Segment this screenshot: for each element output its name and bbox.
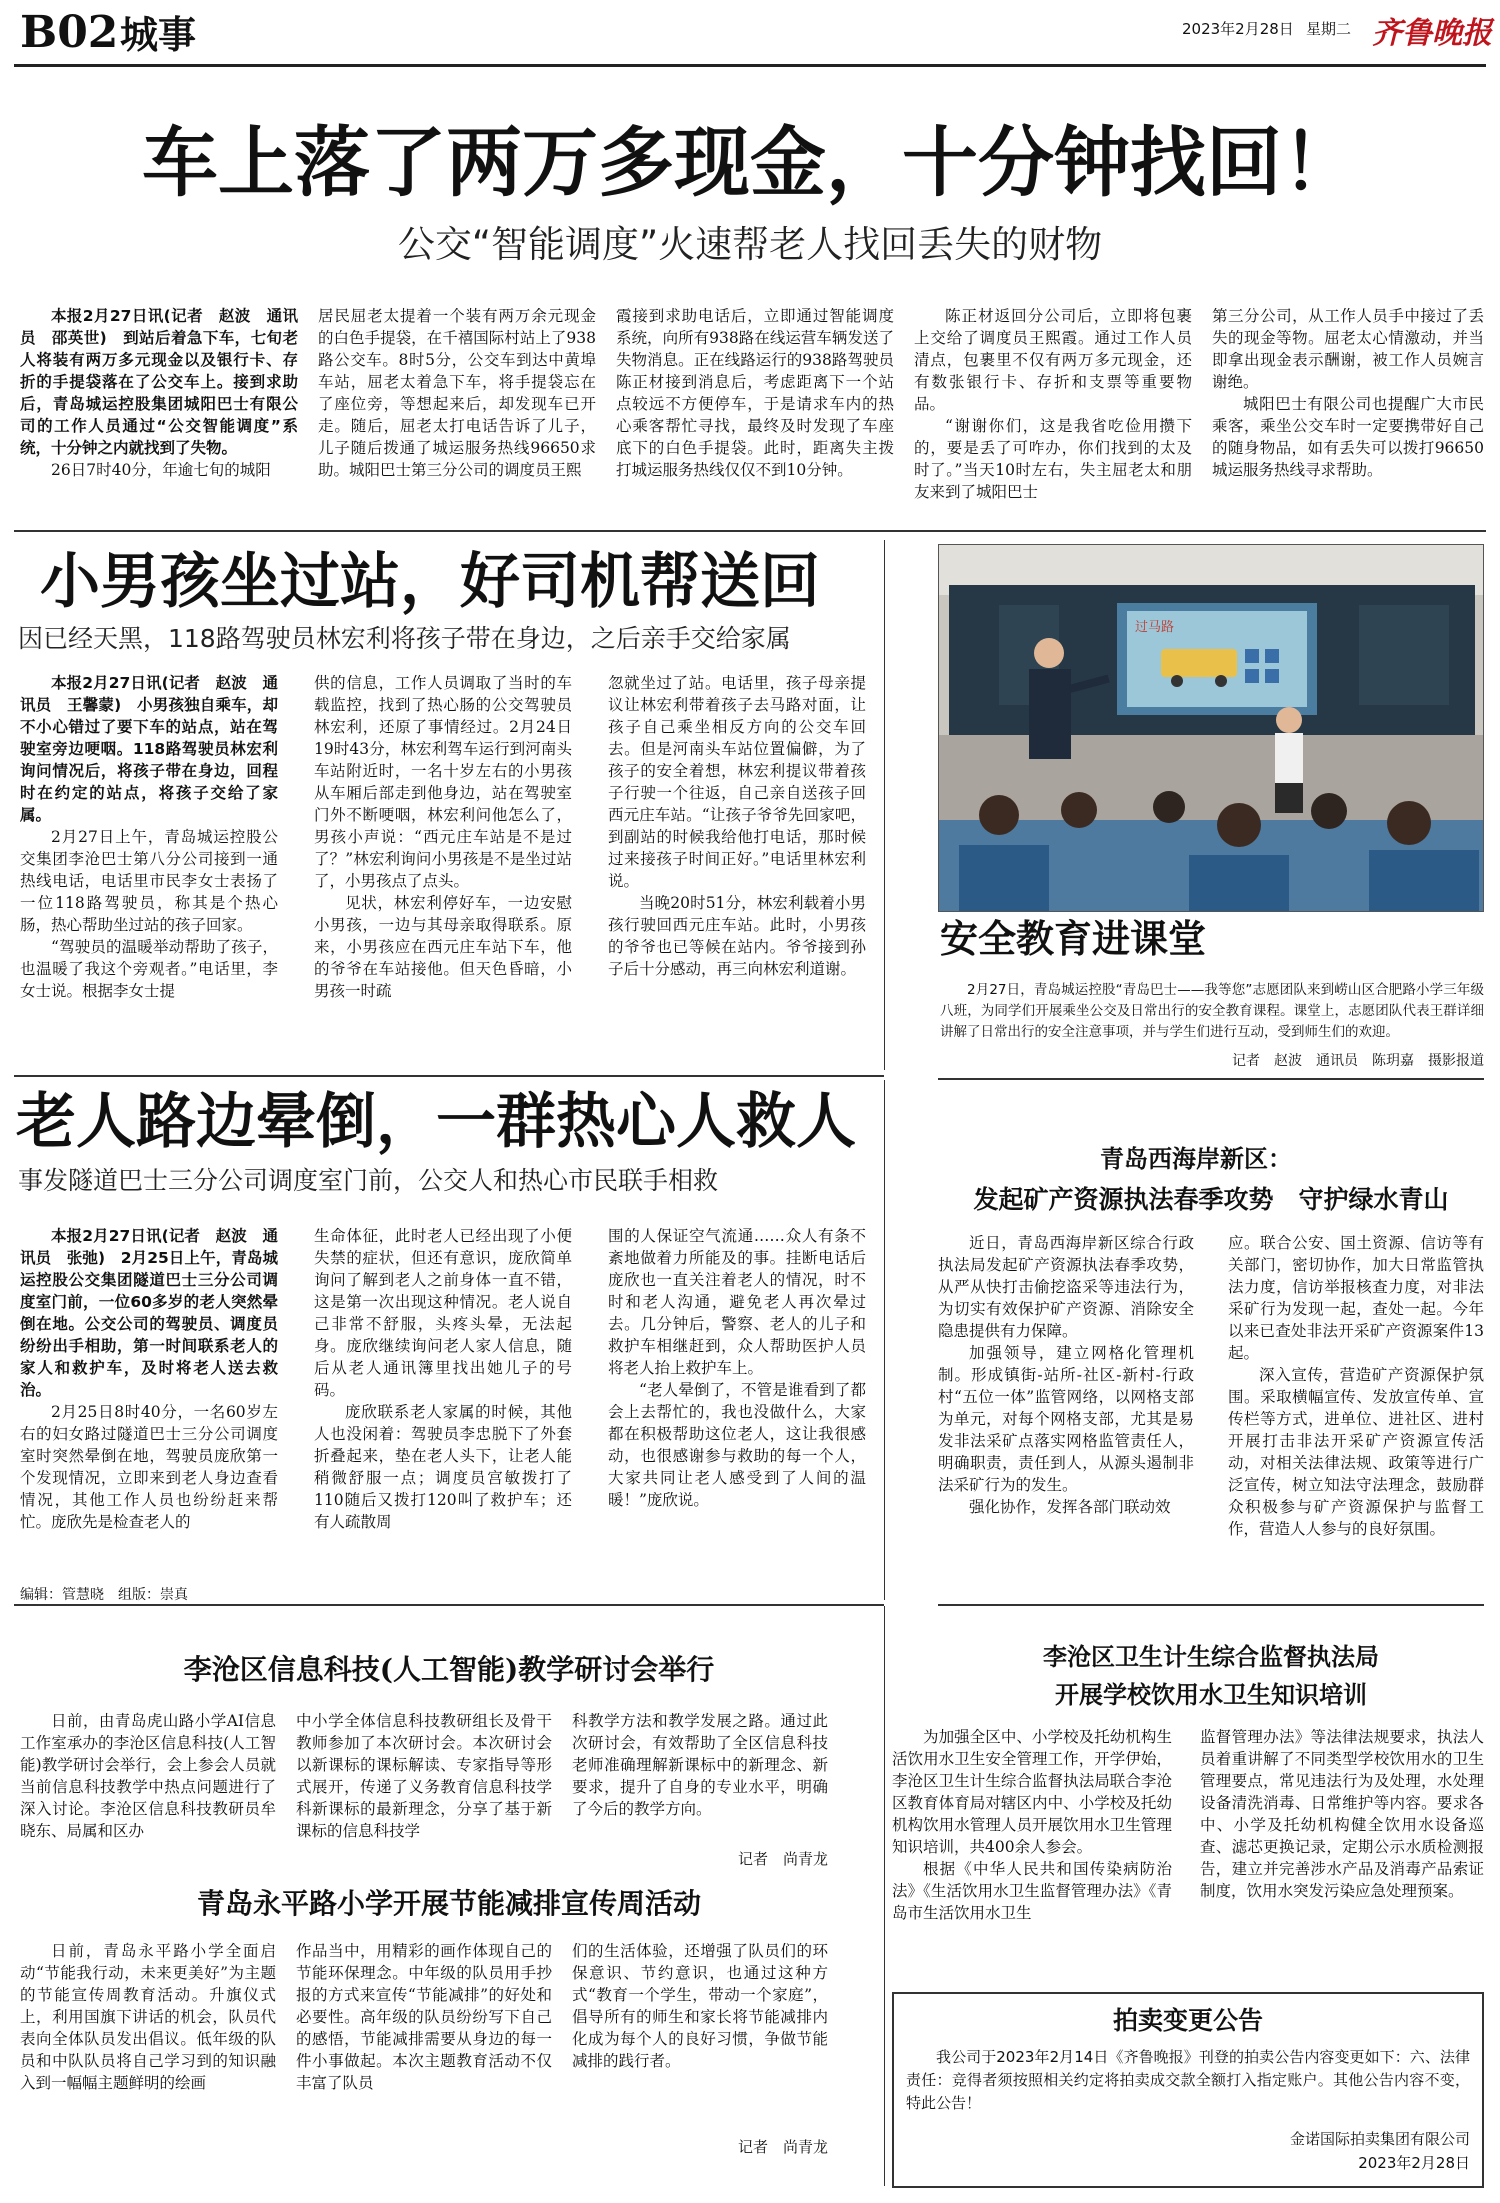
story4-paragraph: 强化协作，发挥各部门联动效 — [969, 1498, 1171, 1516]
divider — [938, 1604, 1484, 1606]
story7-paragraph: 监督管理办法》等法律法规要求，执法人员着重讲解了不同类型学校饮用水的卫生管理要点，常见违法行为及处理，水处理设备清洗消毒、日常维护等内容。要求各中、小学及托幼机构健全饮用水设备巡查、滤芯更换记录，定期公示水质检测报告，建立并完善涉水产品及消毒产品索证制度，饮用水突发污染应急处理预案。 — [1200, 1728, 1484, 1900]
story1-column-2 — [318, 305, 596, 481]
story6-title: 青岛永平路小学开展节能减排宣传周活动 — [196, 1887, 701, 1920]
column-divider — [884, 1080, 885, 1600]
story5-column-3 — [572, 1710, 828, 1820]
story6-paragraph: 作品当中，用精彩的画作体现自己的节能环保理念。中年级的队员用手抄报的方式来宣传“节能减排”的好处和必要性。高年级的队员纷纷写下自己的感悟，节能减排需要从身边的每一件小事做起。本次主题教育活动不仅丰富了队员 — [296, 1942, 552, 2092]
story6-paragraph: 们的生活体验，还增强了队员们的环保意识、节约意识，也通过这种方式“教育一个学生，带动一个家庭”，倡导所有的师生和家长将节能减排内化成为每个人的良好习惯，争做节能减排的践行者。 — [572, 1942, 828, 2070]
story5-column-1 — [20, 1710, 276, 1842]
story2-paragraph: 见状，林宏利停好车，一边安慰小男孩，一边与其母亲取得联系。原来，小男孩应在西元庄车站下车，他的爷爷在车站接他。但天色昏暗，小男孩一时疏 — [314, 894, 572, 1000]
story6-column-3 — [572, 1940, 828, 2072]
story7-title-line2: 开展学校饮用水卫生知识培训 — [1055, 1680, 1367, 1709]
story7-column-2 — [1200, 1726, 1484, 1902]
story1-column-5 — [1212, 305, 1484, 481]
story2-paragraph: “驾驶员的温暖举动帮助了孩子，也温暖了我这个旁观者。”电话里，李女士说。根据李女士提 — [20, 938, 278, 1000]
column-divider — [884, 540, 885, 1070]
divider — [14, 1604, 884, 1606]
story3-paragraph: 生命体征，此时老人已经出现了小便失禁的症状，但还有意识，庞欣简单询问了解到老人之前身体一直不错，这是第一次出现这种情况。老人说自己非常不舒服，头疼头晕，无法起身。庞欣继续询问老人家人信息，随后从老人通讯簿里找出她儿子的号码。 — [314, 1227, 572, 1399]
story3-title: 老人路边晕倒，一群热心人救人 — [16, 1087, 856, 1157]
story6-credit: 记者 尚青龙 — [737, 2138, 828, 2156]
story2-paragraph: 供的信息，工作人员调取了当时的车载监控，找到了热心肠的公交驾驶员林宏利，还原了事情经过。2月24日19时43分，林宏利驾车运行到河南头车站附近时，一名十岁左右的小男孩从车厢后部走到他身边，站在驾驶室门外不断哽咽，林宏利问他怎么了，男孩小声说：“西元庄车站是不是过了？”林宏利询问小男孩是不是坐过站了，小男孩点了点头。 — [314, 674, 572, 890]
story7-title-line1: 李沧区卫生计生综合监督执法局 — [1043, 1642, 1379, 1671]
story1-column-1 — [20, 305, 298, 481]
story5-paragraph: 科教学方法和教学发展之路。通过此次研讨会，有效帮助了全区信息科技老师准确理解新课标中的新理念、新要求，提升了自身的专业水平，明确了今后的教学方向。 — [572, 1712, 828, 1818]
story2-column-2 — [314, 672, 572, 1002]
story7-paragraph: 为加强全区中、小学校及托幼机构生活饮用水卫生安全管理工作，开学伊始，李沧区卫生计生综合监督执法局联合李沧区教育体育局对辖区内中、小学校及托幼机构饮用水管理人员开展饮用水卫生管理知识培训，共400余人参会。 — [892, 1728, 1172, 1856]
story3-paragraph: 2月25日8时40分，一名60岁左右的妇女路过隧道巴士三分公司调度室时突然晕倒在地，驾驶员庞欣第一个发现情况，立即来到老人身边查看情况，其他工作人员也纷纷赶来帮忙。庞欣先是检查老人的 — [20, 1403, 278, 1531]
photo-caption-title: 安全教育进课堂 — [940, 916, 1207, 961]
story1-subtitle: 公交“智能调度”火速帮老人找回丢失的财物 — [397, 223, 1103, 266]
section-name: 城事 — [120, 12, 197, 57]
editor-credit: 编辑：管慧晓 组版：崇真 — [20, 1587, 188, 1603]
story2-paragraph: 忽就坐过了站。电话里，孩子母亲提议让林宏利带着孩子去马路对面，让孩子自己乘坐相反方向的公交车回去。但是河南头车站位置偏僻，为了孩子的安全着想，林宏利提议带着孩子行驶一个往返，自己亲自送孩子回西元庄车站。“让孩子爷爷先回家吧，到副站的时候我给他打电话，那时候过来接孩子时间正好。”电话里林宏利说。 — [608, 674, 866, 890]
notice-title: 拍卖变更公告 — [1112, 2006, 1263, 2035]
issue-date: 2023年2月28日 — [1182, 20, 1294, 38]
story5-paragraph: 中小学全体信息科技教研组长及骨干教师参加了本次研讨会。本次研讨会以新课标的课标解读、专家指导等形式展开，传递了义务教育信息科技学科新课标的最新理念，分享了基于新课标的信息科技学 — [296, 1712, 552, 1840]
story2-subtitle: 因已经天黑，118路驾驶员林宏利将孩子带在身边，之后亲手交给家属 — [18, 624, 791, 653]
story1-paragraph: 城阳巴士有限公司也提醒广大市民乘客，乘坐公交车时一定要携带好自己的随身物品，如有丢失可以拨打96650城运服务热线寻求帮助。 — [1212, 395, 1484, 479]
auction-notice — [892, 1992, 1484, 2188]
newspaper-logo: 齐鲁晚报 — [1372, 16, 1492, 51]
classroom-photo — [938, 544, 1484, 912]
story4-title: 发起矿产资源执法春季攻势 守护绿水青山 — [973, 1185, 1449, 1214]
story5-title: 李沧区信息科技(人工智能)教学研讨会举行 — [183, 1653, 715, 1686]
story1-paragraph: 陈正材返回分公司后，立即将包裹上交给了调度员王熙霞。通过工作人员清点，包裹里不仅有两万多元现金，还有数张银行卡、存折和支票等重要物品。 — [914, 307, 1192, 413]
story2-paragraph: 2月27日上午，青岛城运控股公交集团李沧巴士第八分公司接到一通热线电话，电话里市民李女士表扬了一位118路驾驶员，称其是个热心肠，热心帮助坐过站的孩子回家。 — [20, 828, 278, 934]
divider — [14, 530, 1486, 532]
story2-column-3 — [608, 672, 866, 980]
story5-credit: 记者 尚青龙 — [737, 1850, 828, 1868]
story2-column-1 — [20, 672, 278, 1002]
story4-paragraph: 应。联合公安、国土资源、信访等有关部门，密切协作，加大日常监管执法力度，信访举报核查力度，对非法采矿行为发现一起，查处一起。今年以来已查处非法开采矿产资源案件13起。 — [1228, 1234, 1484, 1362]
story7-column-1 — [892, 1726, 1172, 1924]
notice-date: 2023年2月28日 — [1358, 2154, 1470, 2172]
divider — [14, 1075, 884, 1077]
story4-paragraph: 深入宣传，营造矿产资源保护氛围。采取横幅宣传、发放宣传单、宣传栏等方式，进单位、进社区、进村开展打击非法开采矿产资源宣传活动，对相关法律法规、政策等进行广泛宣传，树立知法守法理念，鼓励群众积极参与矿产资源保护与监督工作，营造人人参与的良好氛围。 — [1228, 1366, 1484, 1538]
photo-credit: 记者 赵波 通讯员 陈玥嘉 摄影报道 — [1232, 1053, 1484, 1069]
story5-paragraph: 日前，由青岛虎山路小学AI信息工作室承办的李沧区信息科技(人工智能)教学研讨会举行，会上参会人员就当前信息科技教学中热点问题进行了深入讨论。李沧区信息科技教研员牟晓东、局属和区办 — [20, 1712, 276, 1840]
header-rule — [14, 64, 1486, 67]
story4-column-1 — [938, 1232, 1194, 1518]
story6-column-1 — [20, 1940, 276, 2094]
story3-column-2 — [314, 1225, 572, 1533]
notice-body: 我公司于2023年2月14日《齐鲁晚报》刊登的拍卖公告内容变更如下：六、法律责任：竞得者须按照相关约定将拍卖成交款全额打入指定账户。其他公告内容不变，特此公告！ — [906, 2048, 1470, 2112]
photo-caption: 2月27日，青岛城运控股“青岛巴士——我等您”志愿团队来到崂山区合肥路小学三年级八班，为同学们开展乘坐公交及日常出行的安全教育课程。课堂上，志愿团队代表王群详细讲解了日常出行的安全注意事项，并与学生们进行互动，受到师生们的欢迎。 — [940, 982, 1484, 1040]
classroom-photo-illustration — [939, 545, 1484, 912]
story7-paragraph: 根据《中华人民共和国传染病防治法》《生活饮用水卫生监督管理办法》《青岛市生活饮用水卫生 — [892, 1860, 1172, 1922]
story2-title: 小男孩坐过站，好司机帮送回 — [40, 547, 820, 617]
divider — [938, 1078, 1484, 1080]
story1-paragraph: “谢谢你们，这是我省吃俭用攒下的，要是丢了可咋办，你们找到的太及时了。”当天10时左右，失主屈老太和朋友来到了城阳巴士 — [914, 417, 1192, 501]
story5-column-2 — [296, 1710, 552, 1842]
story3-column-3 — [608, 1225, 866, 1511]
page-header — [0, 0, 1500, 60]
story1-title: 车上落了两万多现金，十分钟找回！ — [142, 118, 1358, 207]
story3-subtitle: 事发隧道巴士三分公司调度室门前，公交人和热心市民联手相救 — [18, 1166, 719, 1195]
story1-paragraph: 26日7时40分，年逾七旬的城阳 — [51, 461, 271, 479]
notice-company: 金诺国际拍卖集团有限公司 — [1289, 2130, 1470, 2148]
story1-dateline: 本报2月27日讯(记者 赵波 通讯员 邵英世) 到站后着急下车，七旬老人将装有两万多元现金以及银行卡、存折的手提袋落在了公交车上。接到求助后，青岛城运控股集团城阳巴士有限公司的工作人员通过“公交智能调度”系统，十分钟之内就找到了失物。 — [20, 307, 298, 457]
story6-paragraph: 日前，青岛永平路小学全面启动“节能我行动，未来更美好”为主题的节能宣传周教育活动。升旗仪式上，利用国旗下讲话的机会，队员代表向全体队员发出倡议。低年级的队员和中队队员将自己学习到的知识融入到一幅幅主题鲜明的绘画 — [20, 1942, 276, 2092]
story2-paragraph: 当晚20时51分，林宏利载着小男孩行驶回西元庄车站。此时，小男孩的爷爷也已等候在站内。爷爷接到孙子后十分感动，再三向林宏利道谢。 — [608, 894, 866, 978]
story1-paragraph: 第三分公司，从工作人员手中接过了丢失的现金等物。屈老太心情激动，并当即拿出现金表示酬谢，被工作人员婉言谢绝。 — [1212, 307, 1484, 391]
story1-paragraph: 居民屈老太提着一个装有两万余元现金的白色手提袋，在千禧国际村站上了938路公交车。8时5分，公交车到达中黄埠车站，屈老太着急下车，将手提袋忘在了座位旁，等想起来后，却发现车已开走。随后，屈老太打电话告诉了儿子，儿子随后拨通了城运服务热线96650求助。城阳巴士第三分公司的调度员王熙 — [318, 307, 596, 479]
screen-label: 过马路 — [1135, 620, 1175, 635]
story3-dateline: 本报2月27日讯(记者 赵波 通讯员 张弛) 2月25日上午，青岛城运控股公交集团隧道巴士三分公司调度室门前，一位60多岁的老人突然晕倒在地。公交公司的驾驶员、调度员纷纷出手相助，第一时间联系老人的家人和救护车，及时将老人送去救治。 — [20, 1227, 278, 1399]
issue-weekday: 星期二 — [1306, 20, 1352, 38]
page-number: B02 — [20, 7, 119, 58]
story4-column-2 — [1228, 1232, 1484, 1540]
story3-paragraph: “老人晕倒了，不管是谁看到了都会上去帮忙的，我也没做什么，大家都在积极帮助这位老人，这让我很感动，也很感谢参与救助的每一个人，大家共同让老人感受到了人间的温暖！”庞欣说。 — [608, 1381, 866, 1509]
story1-column-3 — [616, 305, 894, 481]
story1-paragraph: 霞接到求助电话后，立即通过智能调度系统，向所有938路在线运营车辆发送了失物消息。正在线路运行的938路驾驶员陈正材接到消息后，考虑距离下一个站点较远不方便停车，于是请求车内的热心乘客帮忙寻找，最终及时发现了车座底下的白色手提袋。此时，距离失主拨打城运服务热线仅仅不到10分钟。 — [616, 307, 894, 479]
story1-column-4 — [914, 305, 1192, 503]
story4-kicker: 青岛西海岸新区： — [1100, 1144, 1292, 1173]
story6-column-2 — [296, 1940, 552, 2094]
story4-paragraph: 近日，青岛西海岸新区综合行政执法局发起矿产资源执法春季攻势，从严从快打击偷挖盗采等违法行为，为切实有效保护矿产资源、消除安全隐患提供有力保障。 — [938, 1234, 1194, 1340]
story3-column-1 — [20, 1225, 278, 1533]
story3-paragraph: 庞欣联系老人家属的时候，其他人也没闲着：驾驶员李忠脱下了外套折叠起来，垫在老人头下，让老人能稍微舒服一点；调度员宫敏拨打了110随后又拨打120叫了救护车；还有人疏散周 — [314, 1403, 572, 1531]
story2-dateline: 本报2月27日讯(记者 赵波 通讯员 王馨蒙) 小男孩独自乘车，却不小心错过了要下车的站点，站在驾驶室旁边哽咽。118路驾驶员林宏利询问情况后，将孩子带在身边，回程时在约定的站点，将孩子交给了家属。 — [20, 674, 278, 824]
column-divider — [884, 1606, 885, 2186]
story3-paragraph: 围的人保证空气流通……众人有条不紊地做着力所能及的事。挂断电话后庞欣也一直关注着老人的情况，时不时和老人沟通，避免老人再次晕过去。几分钟后，警察、老人的儿子和救护车相继赶到，众人帮助医护人员将老人抬上救护车上。 — [608, 1227, 866, 1377]
story4-paragraph: 加强领导，建立网格化管理机制。形成镇街-站所-社区-新村-行政村“五位一体”监管网络，以网格支部为单元，对每个网格支部，尤其是易发非法采矿点落实网格监管责任人，明确职责，责任到人，从源头遏制非法采矿行为的发生。 — [938, 1344, 1194, 1494]
